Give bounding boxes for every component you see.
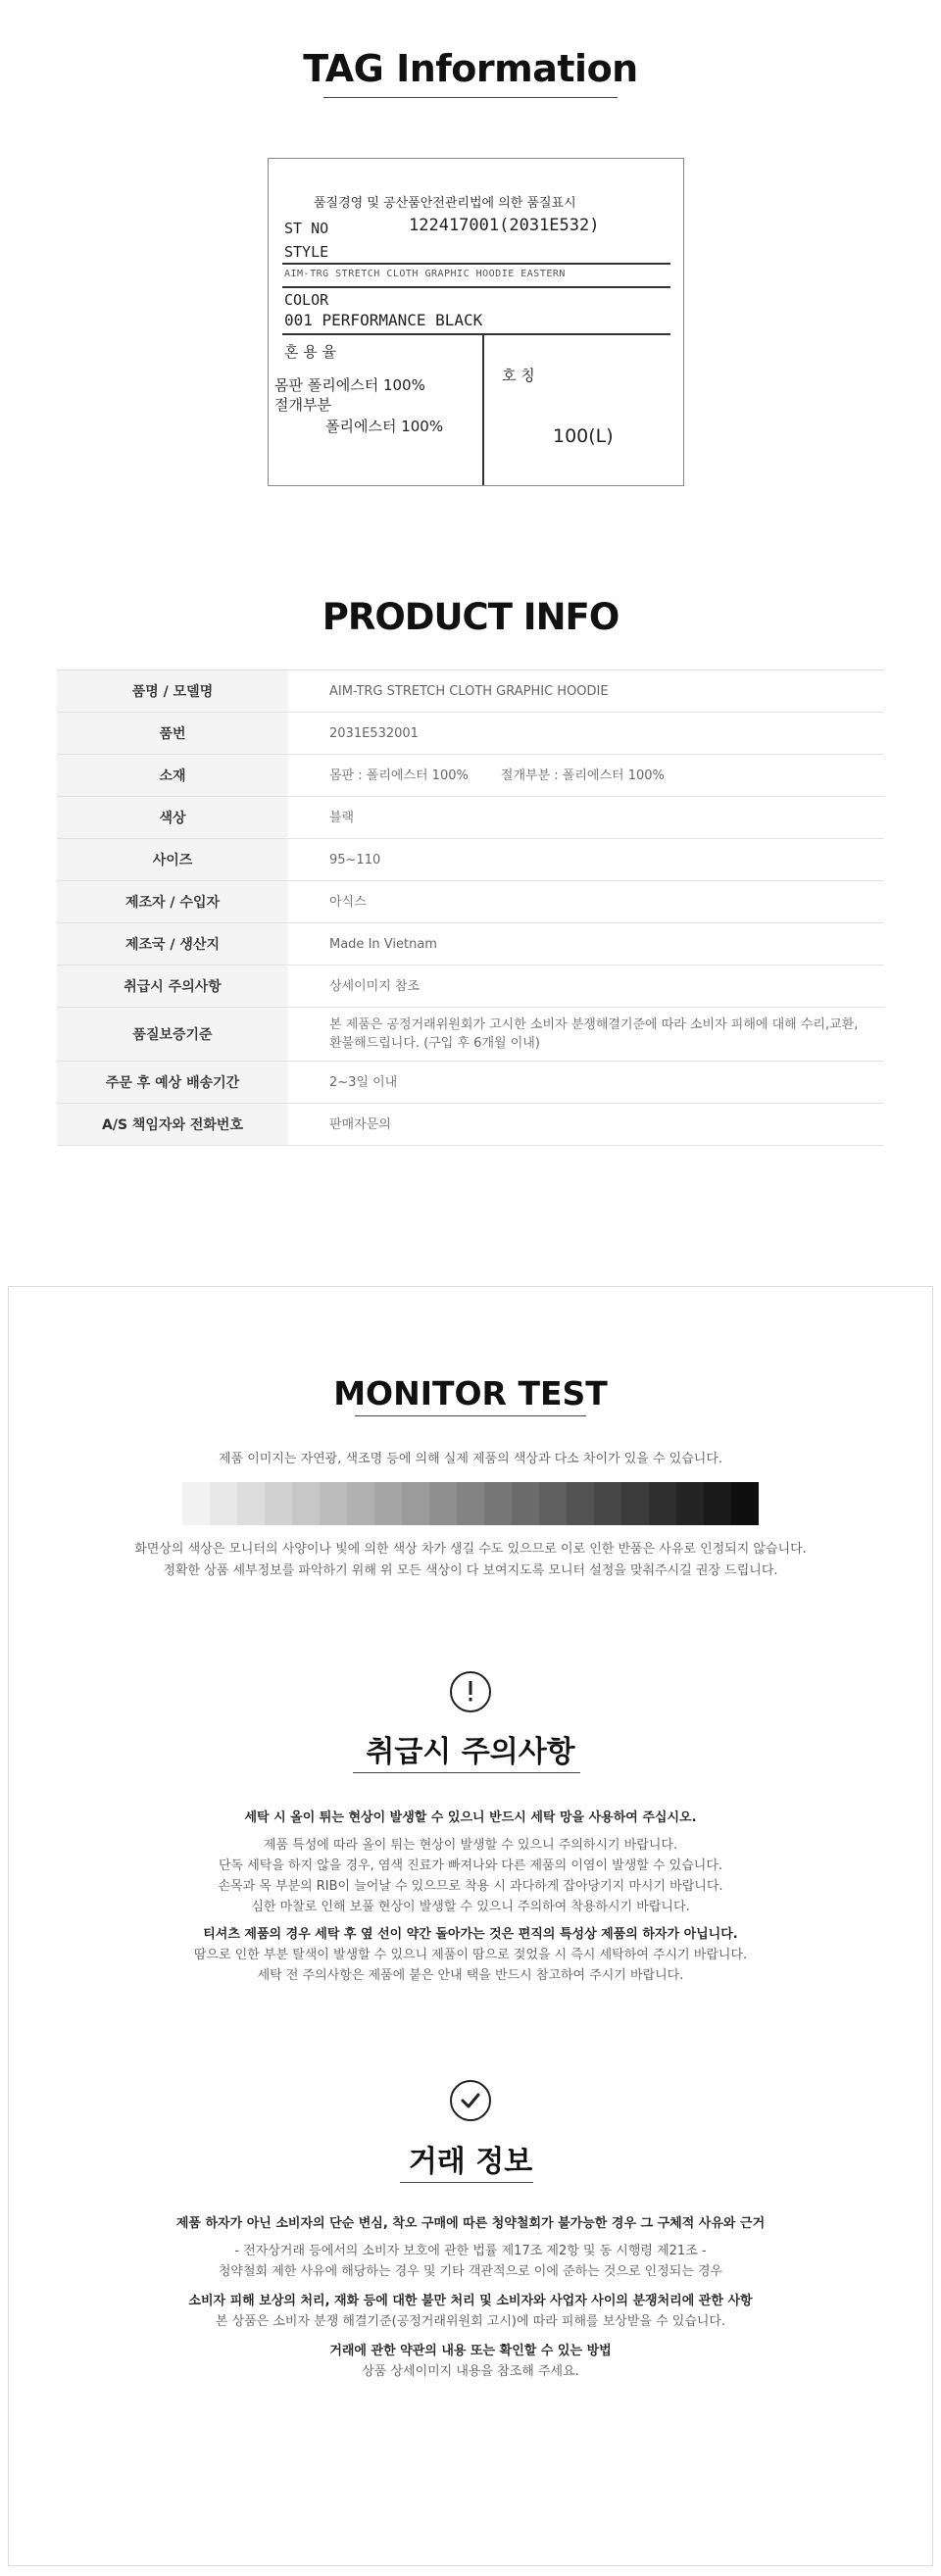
product-info-key: 제조국 / 생산지 xyxy=(57,923,288,965)
grayscale-swatch xyxy=(429,1482,457,1525)
grayscale-swatch xyxy=(567,1482,594,1525)
grayscale-swatch xyxy=(292,1482,320,1525)
product-info-key: A/S 책임자와 전화번호 xyxy=(57,1104,288,1145)
product-info-key: 제조자 / 수입자 xyxy=(57,881,288,922)
product-info-value: 몸판 : 폴리에스터 100% 절개부분 : 폴리에스터 100% xyxy=(329,768,665,783)
product-info-key: 주문 후 예상 배송기간 xyxy=(57,1062,288,1103)
tag-material-label: 혼 용 율 xyxy=(284,343,337,361)
monitor-note-line2: 정확한 상품 세부정보를 파악하기 위해 위 모든 색상이 다 보여지도록 모니터 설정을 맞춰주시길 권장 드립니다. xyxy=(163,1563,778,1578)
product-info-row xyxy=(57,755,884,797)
monitor-section-title: MONITOR TEST xyxy=(333,1374,608,1412)
product-info-value: 블랙 xyxy=(329,810,355,825)
caution-line: 손목과 목 부분의 RIB이 늘어날 수 있으므로 착용 시 과다하게 잡아당기지 마시기 바랍니다. xyxy=(218,1879,723,1894)
tag-color-value: 001 PERFORMANCE BLACK xyxy=(284,311,483,329)
trade-title-underline xyxy=(400,2182,533,2183)
tag-size-label: 호 칭 xyxy=(502,367,535,384)
product-info-value: 95~110 xyxy=(329,852,381,867)
trade-line: 거래에 관한 약관의 내용 또는 확인할 수 있는 방법 xyxy=(329,2344,612,2358)
trade-section-title: 거래 정보 xyxy=(408,2145,533,2179)
grayscale-swatch xyxy=(402,1482,429,1525)
product-info-value: 본 제품은 공정거래위원회가 고시한 소비자 분쟁해결기준에 따라 소비자 피해에 대해 수리,교환, 환불해드립니다. (구입 후 6개월 이내) xyxy=(329,1017,863,1051)
caution-title-underline xyxy=(353,1772,580,1773)
caution-line: 제품 특성에 따라 올이 튀는 현상이 발생할 수 있으니 주의하시기 바랍니다. xyxy=(263,1838,678,1853)
caution-line: 세탁 시 올이 튀는 현상이 발생할 수 있으니 반드시 세탁 망을 사용하여 주십시오. xyxy=(244,1810,697,1825)
tag-style-label: STYLE xyxy=(284,243,329,261)
monitor-note-line1: 화면상의 색상은 모니터의 사양이나 빛에 의한 색상 차가 생길 수도 있으므로 이로 인한 반품은 사유로 인정되지 않습니다. xyxy=(134,1542,807,1557)
grayscale-swatch xyxy=(374,1482,402,1525)
product-info-row xyxy=(57,1062,884,1104)
grayscale-swatch xyxy=(539,1482,567,1525)
grayscale-swatch xyxy=(621,1482,649,1525)
trade-line: - 전자상거래 등에서의 소비자 보호에 관한 법률 제17조 제2항 및 동 시행령 제21조 - xyxy=(234,2244,707,2258)
tag-header: 품질경영 및 공산품안전관리법에 의한 품질표시 xyxy=(314,196,576,211)
caution-line: 티셔츠 제품의 경우 세탁 후 옆 선이 약간 돌아가는 것은 편직의 특성상 제품의 하자가 아닙니다. xyxy=(203,1927,738,1942)
product-info-value: 아식스 xyxy=(329,894,367,910)
tag-divider xyxy=(282,333,670,335)
grayscale-swatch xyxy=(182,1482,210,1525)
product-info-key: 품질보증기준 xyxy=(57,1008,288,1061)
tag-material-line3: 폴리에스터 100% xyxy=(325,418,444,435)
tag-divider xyxy=(282,286,670,288)
product-info-row xyxy=(57,1104,884,1146)
product-info-key: 소재 xyxy=(57,755,288,796)
product-info-row xyxy=(57,923,884,966)
trade-line: 청약철회 제한 사유에 해당하는 경우 및 기타 객관적으로 이에 준하는 것으로 인정되는 경우 xyxy=(218,2264,723,2279)
exclamation-circle-icon xyxy=(450,1671,491,1712)
grayscale-swatch xyxy=(347,1482,374,1525)
product-info-key: 품명 / 모델명 xyxy=(57,670,288,712)
product-info-key: 품번 xyxy=(57,713,288,754)
care-tag-image xyxy=(268,158,684,486)
grayscale-swatch xyxy=(704,1482,731,1525)
product-info-value: AIM-TRG STRETCH CLOTH GRAPHIC HOODIE xyxy=(329,683,609,699)
tag-material-line2: 절개부분 xyxy=(274,396,331,414)
product-info-value: 2~3일 이내 xyxy=(329,1074,398,1090)
tag-style-value: AIM-TRG STRETCH CLOTH GRAPHIC HOODIE EASTERN xyxy=(284,269,566,279)
tag-color-label: COLOR xyxy=(284,291,329,309)
monitor-title-underline xyxy=(355,1415,586,1416)
product-info-value: Made In Vietnam xyxy=(329,936,437,952)
monitor-intro-text: 제품 이미지는 자연광, 색조명 등에 의해 실제 제품의 색상과 다소 차이가 있을 수 있습니다. xyxy=(218,1452,723,1466)
tag-st-no-label: ST NO xyxy=(284,220,329,237)
grayscale-swatch xyxy=(731,1482,759,1525)
trade-line: 상품 상세이미지 내용을 참조해 주세요. xyxy=(362,2364,579,2379)
product-info-key: 취급시 주의사항 xyxy=(57,966,288,1007)
product-info-row xyxy=(57,797,884,839)
product-info-row xyxy=(57,839,884,881)
tag-divider xyxy=(282,263,670,265)
grayscale-test-bar xyxy=(182,1482,759,1525)
product-info-value: 2031E532001 xyxy=(329,725,419,741)
grayscale-swatch xyxy=(265,1482,292,1525)
product-info-value: 상세이미지 참조 xyxy=(329,978,421,994)
product-info-row xyxy=(57,713,884,755)
grayscale-swatch xyxy=(320,1482,347,1525)
caution-line: 심한 마찰로 인해 보풀 현상이 발생할 수 있으니 주의하여 착용하시기 바랍니다. xyxy=(251,1900,690,1914)
tag-st-no-value: 122417001(2031E532) xyxy=(409,216,600,235)
tag-size-value: 100(L) xyxy=(553,425,614,447)
product-info-key: 사이즈 xyxy=(57,839,288,880)
caution-line: 단독 세탁을 하지 않을 경우, 염색 진료가 빠져나와 다른 제품의 이염이 발생할 수 있습니다. xyxy=(218,1858,723,1873)
tag-section-title: TAG Information xyxy=(303,47,638,90)
product-info-row xyxy=(57,670,884,713)
grayscale-swatch xyxy=(484,1482,512,1525)
caution-section-title: 취급시 주의사항 xyxy=(366,1735,575,1769)
product-section-title: PRODUCT INFO xyxy=(322,596,619,638)
tag-material-line1: 몸판 폴리에스터 100% xyxy=(274,376,425,394)
check-circle-icon xyxy=(450,2080,491,2121)
grayscale-swatch xyxy=(676,1482,704,1525)
trade-line: 제품 하자가 아닌 소비자의 단순 변심, 착오 구매에 따른 청약철회가 불가능한 경우 그 구체적 사유와 근거 xyxy=(175,2216,766,2231)
grayscale-swatch xyxy=(594,1482,621,1525)
product-info-table xyxy=(57,669,884,1146)
trade-line: 소비자 피해 보상의 처리, 재화 등에 대한 불만 처리 및 소비자와 사업자 사이의 분쟁처리에 관한 사항 xyxy=(188,2294,753,2308)
tag-vertical-divider xyxy=(482,333,484,485)
grayscale-swatch xyxy=(210,1482,237,1525)
grayscale-swatch xyxy=(649,1482,676,1525)
product-info-row xyxy=(57,881,884,923)
grayscale-swatch xyxy=(237,1482,265,1525)
product-info-value: 판매자문의 xyxy=(329,1116,391,1132)
trade-line: 본 상품은 소비자 분쟁 해결기준(공정거래위원회 고시)에 따라 피해를 보상받을 수 있습니다. xyxy=(215,2314,726,2329)
product-info-key: 색상 xyxy=(57,797,288,838)
grayscale-swatch xyxy=(457,1482,484,1525)
caution-line: 세탁 전 주의사항은 제품에 붙은 안내 택을 반드시 참고하여 주시기 바랍니다. xyxy=(257,1968,684,1983)
product-info-row xyxy=(57,1008,884,1062)
tag-title-underline xyxy=(323,97,618,98)
caution-line: 땀으로 인한 부분 탈색이 발생할 수 있으니 제품이 땀으로 젖었을 시 즉시 세탁하여 주시기 바랍니다. xyxy=(193,1948,748,1962)
grayscale-swatch xyxy=(512,1482,539,1525)
product-info-row xyxy=(57,966,884,1008)
